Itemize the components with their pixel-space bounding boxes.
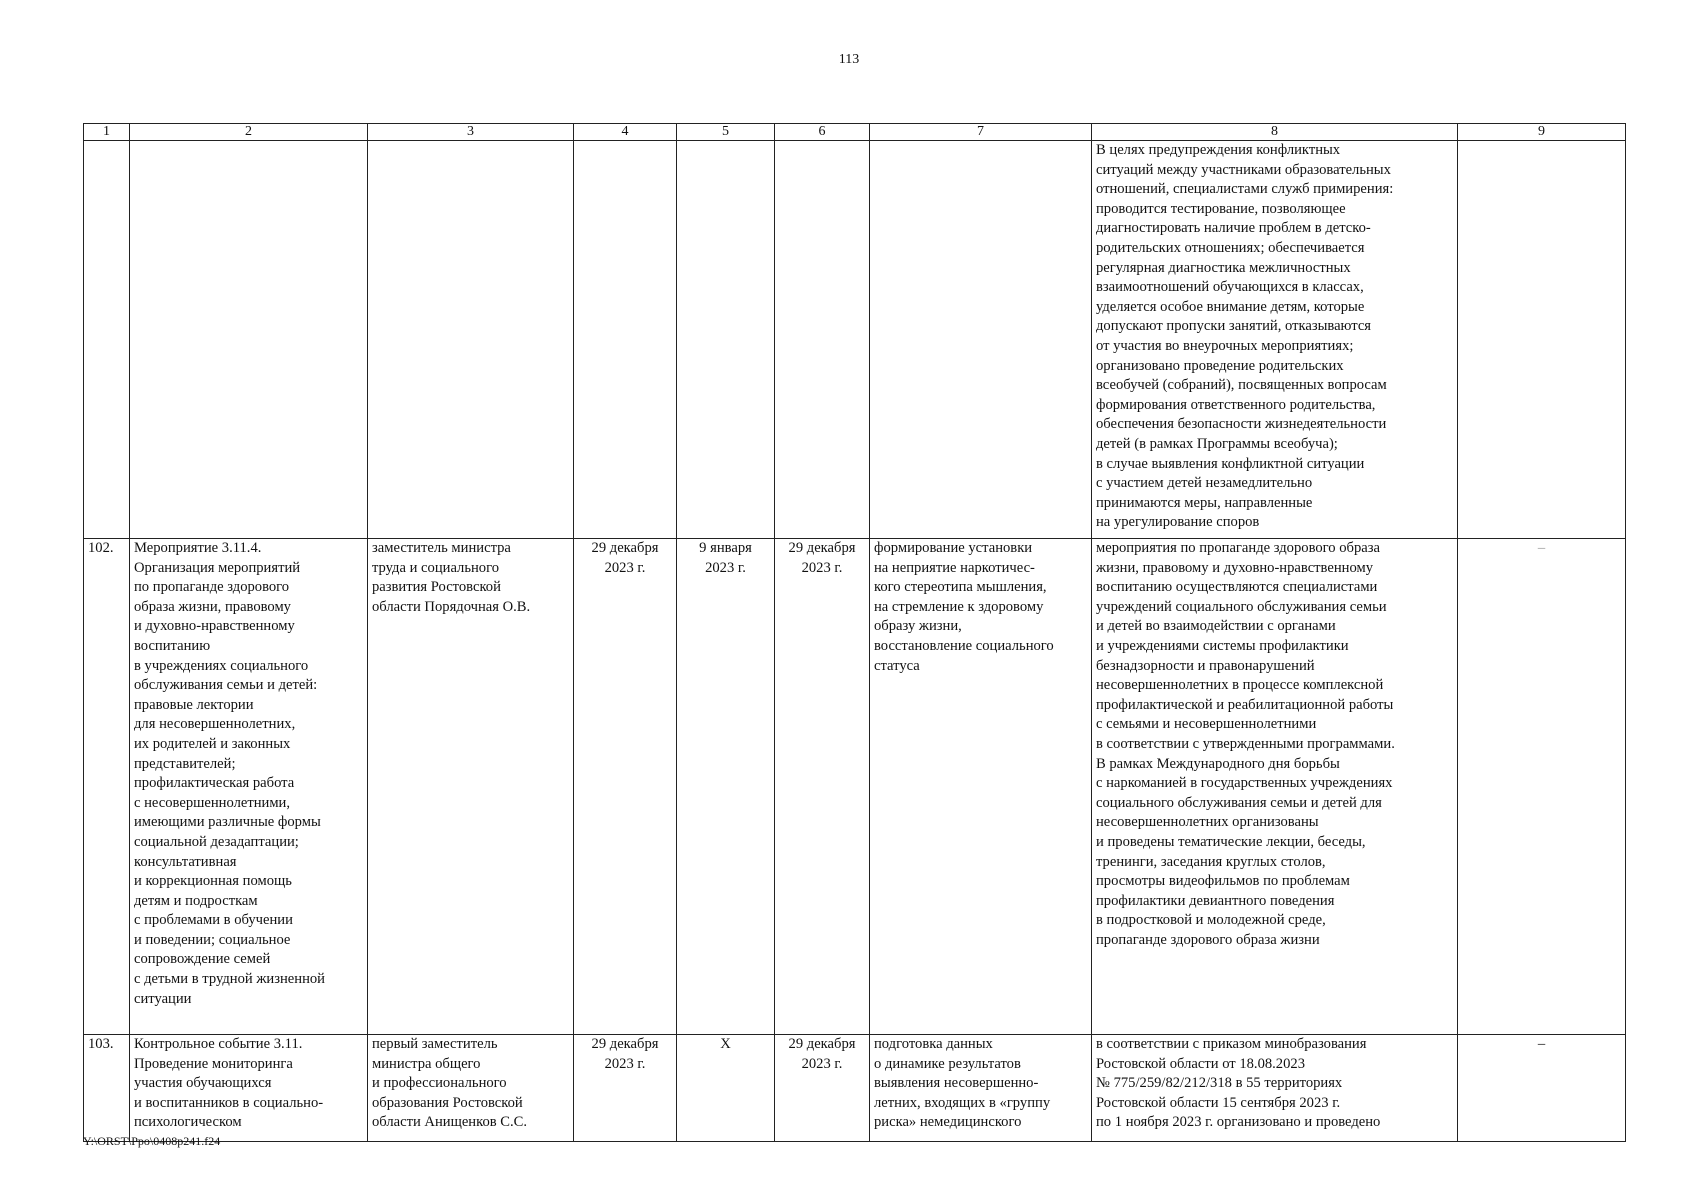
- column-header: 4: [574, 124, 677, 141]
- note-cell: –: [1458, 1035, 1626, 1142]
- responsible-cell: заместитель министра труда и социального развития Ростовской области Порядочная О.В.: [368, 539, 574, 1035]
- column-header: 9: [1458, 124, 1626, 141]
- table-row: [84, 539, 1626, 1035]
- row-number-cell: [84, 141, 130, 539]
- date-end-cell: [775, 141, 870, 539]
- status-cell: В целях предупреждения конфликтных ситуаций между участниками образовательных отношений, специалистами служб примирения: проводится тестирование, позволяющее диагностировать наличие проблем в детско- родительских отношениях; обеспечивается регулярная диагностика межличностных взаимоотношений обучающихся в классах, уделяется особое внимание детям, которые допускают пропуски занятий, отказываются от участия во внеурочных мероприятиях; организовано проведение родительских всеобучей (собраний), посвященных вопросам формирования ответственного родительства, обеспечения безопасности жизнедеятельности детей (в рамках Программы всеобуча); в случае выявления конфликтной ситуации с участием детей незамедлительно принимаются меры, направленные на урегулирование споров: [1092, 141, 1458, 539]
- status-cell: мероприятия по пропаганде здорового образа жизни, правовому и духовно-нравственному воспитанию осуществляются специалистами учреждений социального обслуживания семьи и детей во взаимодействии с органами и учреждениями системы профилактики безнадзорности и правонарушений несовершеннолетних в процессе комплексной профилактической и реабилитационной работы с семьями и несовершеннолетними в соответствии с утвержденными программами. В рамках Международного дня борьбы с наркоманией в государственных учреждениях социального обслуживания семьи и детей для несовершеннолетних организованы и проведены тематические лекции, беседы, тренинги, заседания круглых столов, просмотры видеофильмов по проблемам профилактики девиантного поведения в подростковой и молодежной среде, пропаганде здорового образа жизни: [1092, 539, 1458, 1035]
- column-header: 5: [677, 124, 775, 141]
- result-cell: [870, 141, 1092, 539]
- column-number-header-row: [84, 124, 1626, 141]
- result-cell: формирование установки на неприятие наркотичес- кого стереотипа мышления, на стремление к здоровому образу жизни, восстановление социального статуса: [870, 539, 1092, 1035]
- note-cell: –: [1458, 539, 1626, 1035]
- date-start-cell: [677, 141, 775, 539]
- page-number: 113: [838, 52, 860, 67]
- column-header: 3: [368, 124, 574, 141]
- date-plan-cell: [574, 141, 677, 539]
- column-header: 8: [1092, 124, 1458, 141]
- report-table: [83, 123, 1626, 1142]
- event-text: Контрольное событие 3.11. Проведение мониторинга участия обучающихся и воспитанников в социально- психологическом: [134, 1036, 324, 1131]
- responsible-cell: первый заместитель министра общего и профессионального образования Ростовской области Анищенков С.С.: [368, 1035, 574, 1142]
- row-number-cell: 102.: [84, 539, 130, 1035]
- table-row: [84, 141, 1626, 539]
- row-number-cell: 103.: [84, 1035, 130, 1142]
- column-header: 6: [775, 124, 870, 141]
- responsible-cell: [368, 141, 574, 539]
- file-path-footer: Y:\ORST\Ppo\0408p241.f24: [83, 1134, 221, 1148]
- note-cell: [1458, 141, 1626, 539]
- date-plan-cell: 29 декабря 2023 г.: [574, 539, 677, 1035]
- date-end-cell: 29 декабря 2023 г.: [775, 539, 870, 1035]
- event-cell: [130, 1035, 368, 1142]
- date-start-cell: 9 января 2023 г.: [677, 539, 775, 1035]
- column-header: 1: [84, 124, 130, 141]
- date-start-cell: Х: [677, 1035, 775, 1142]
- column-header: 7: [870, 124, 1092, 141]
- event-cell: Мероприятие 3.11.4. Организация мероприятий по пропаганде здорового образа жизни, правовому и духовно-нравственному воспитанию в учреждениях социального обслуживания семьи и детей: правовые лектории для несовершеннолетних, их родителей и законных представителей; профилактическая работа с несовершеннолетними, имеющими различные формы социальной дезадаптации; консультативная и коррекционная помощь детям и подросткам с проблемами в обучении и поведении; социальное сопровождение семей с детьми в трудной жизненной ситуации: [130, 539, 368, 1035]
- status-cell: в соответствии с приказом минобразования Ростовской области от 18.08.2023 № 775/259/82/212/318 в 55 территориях Ростовской области 15 сентября 2023 г. по 1 ноября 2023 г. организовано и проведено: [1092, 1035, 1458, 1142]
- event-cell: [130, 141, 368, 539]
- column-header: 2: [130, 124, 368, 141]
- table-row: [84, 1035, 1626, 1142]
- date-end-cell: 29 декабря 2023 г.: [775, 1035, 870, 1142]
- result-cell: подготовка данных о динамике результатов выявления несовершенно- летних, входящих в «группу риска» немедицинского: [870, 1035, 1092, 1142]
- date-plan-cell: 29 декабря 2023 г.: [574, 1035, 677, 1142]
